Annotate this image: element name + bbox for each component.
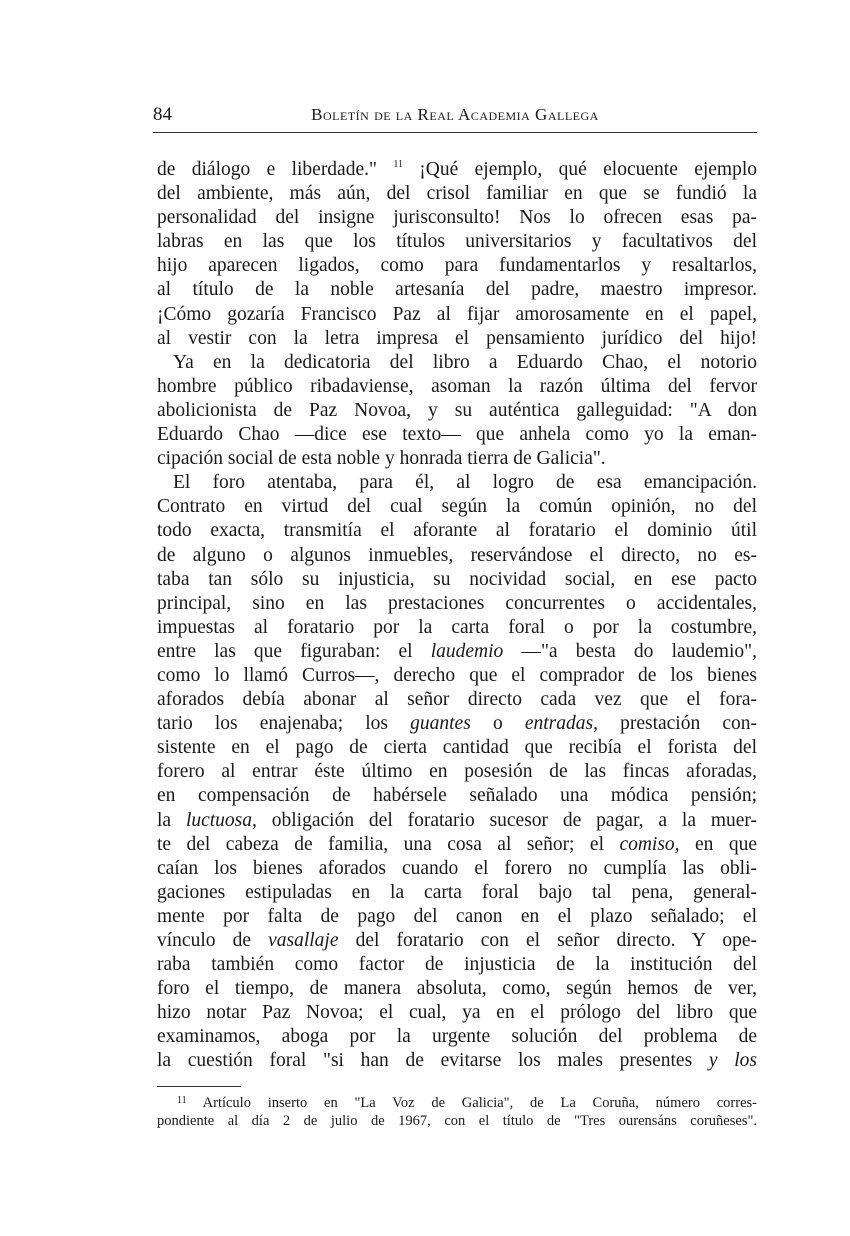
text-line — [157, 905, 757, 929]
text-segment: cipación social de esta noble y honrada tierra de Galicia". — [157, 448, 606, 470]
text-segment: forero al entrar éste último en posesión de las fincas aforadas, — [157, 761, 757, 783]
body-text — [157, 158, 757, 1074]
text-segment: impuestas al foratario por la carta foral o por la costumbre, — [157, 616, 757, 638]
text-line — [157, 760, 757, 784]
text-segment: del foratario con el señor directo. Y ope- — [338, 930, 757, 951]
text-segment: prestación con- — [597, 713, 757, 735]
text-line — [157, 519, 757, 543]
italic-term: luctuosa, — [185, 809, 257, 831]
text-line — [157, 230, 757, 254]
text-segment: entre las que figuraban: el — [157, 640, 431, 662]
text-segment: al vestir con la letra impresa el pensamiento jurídico del hijo! — [157, 327, 757, 349]
text-line — [157, 327, 757, 351]
text-segment: labras en las que los títulos universitarios y facultativos del — [157, 231, 757, 253]
footnote-rule — [157, 1086, 241, 1087]
text-line — [157, 1049, 757, 1073]
text-segment: foro el tiempo, de manera absoluta, como, según hemos de ver, — [157, 978, 757, 1000]
text-segment: de alguno o algunos inmuebles, reservándose el directo, no es- — [157, 544, 757, 566]
text-segment: aforados debía abonar al señor directo cada vez que el fora- — [157, 689, 757, 711]
footnote-reference: 11 — [393, 159, 403, 170]
text-line — [157, 399, 757, 423]
text-line — [157, 1001, 757, 1025]
text-line — [157, 471, 757, 495]
footnote-line — [157, 1094, 757, 1112]
text-line — [157, 664, 757, 688]
journal-title: Boletín de la Real Academia Gallega — [311, 105, 599, 124]
text-line — [157, 688, 757, 712]
text-line — [157, 616, 757, 640]
text-line — [157, 953, 757, 977]
footnote-number: 11 — [177, 1095, 187, 1106]
text-line — [157, 158, 757, 182]
text-line — [157, 568, 757, 592]
text-line — [157, 375, 757, 399]
text-segment: mente por falta de pago del canon en el plazo señalado; el — [157, 905, 757, 927]
text-segment: obligación del foratario sucesor de pagar, a la muer- — [256, 809, 758, 831]
text-segment: de diálogo e liberdade." — [157, 159, 394, 180]
text-segment: —"a besta do laudemio", — [503, 640, 757, 662]
text-line — [157, 447, 757, 471]
text-segment: sistente en el pago de cierta cantidad que recibía el forista del — [157, 737, 757, 759]
text-segment: raba también como factor de injusticia de la institución del — [157, 954, 757, 976]
text-segment: Eduardo Chao —dice ese texto— que anhela como yo la eman- — [157, 424, 757, 446]
text-segment: la cuestión foral "si han de evitarse los males presentes — [157, 1050, 709, 1072]
text-line — [157, 254, 757, 278]
text-line — [157, 1025, 757, 1049]
footnote — [157, 1094, 757, 1130]
text-line — [157, 303, 757, 327]
text-segment: taba tan sólo su injusticia, su nocividad social, en ese pacto — [157, 568, 757, 590]
text-segment: hombre público ribadaviense, asoman la razón última del fervor — [157, 375, 757, 397]
text-line — [157, 881, 757, 905]
text-segment: personalidad del insigne jurisconsulto! Nos lo ofrecen esas pa- — [157, 207, 757, 229]
footnote-text: pondiente al día 2 de julio de 1967, con el título de "Tres ourensáns coruñeses". — [157, 1113, 757, 1129]
text-segment: en que — [679, 833, 758, 855]
text-line — [157, 592, 757, 616]
italic-term: guantes — [410, 713, 471, 735]
text-line — [157, 809, 757, 833]
page-number: 84 — [153, 104, 172, 125]
text-segment: como lo llamó Curros—, derecho que el comprador de los bienes — [157, 664, 757, 686]
text-segment: al título de la noble artesanía del padre, maestro impresor. — [157, 279, 757, 301]
text-segment: vínculo de — [157, 930, 269, 951]
text-line — [157, 736, 757, 760]
text-line — [157, 182, 757, 206]
text-line — [157, 857, 757, 881]
text-line — [157, 784, 757, 808]
text-segment: ¡Qué ejemplo, qué elocuente ejemplo — [402, 159, 758, 180]
text-line — [157, 495, 757, 519]
text-line — [157, 712, 757, 736]
text-segment: hijo aparecen ligados, como para fundamentarlos y resaltarlos, — [157, 255, 757, 277]
italic-term: laudemio — [430, 640, 504, 662]
text-line — [157, 833, 757, 857]
footnote-text: Artículo inserto en "La Voz de Galicia", de La Coruña, número corres- — [202, 1095, 757, 1111]
text-segment: en compensación de habérsele señalado una módica pensión; — [157, 785, 757, 807]
text-segment: tario los enajenaba; los — [157, 713, 411, 735]
text-line — [157, 351, 757, 375]
text-segment: caían los bienes aforados cuando el forero no cumplía las obli- — [157, 857, 757, 879]
text-segment: El foro atentaba, para él, al logro de esa emancipación. — [173, 472, 757, 494]
text-segment: te del cabeza de familia, una cosa al señor; el — [157, 833, 620, 855]
text-segment: Contrato en virtud del cual según la común opinión, no del — [157, 496, 757, 518]
text-segment: o — [470, 713, 525, 735]
text-segment: Ya en la dedicatoria del libro a Eduardo Chao, el notorio — [173, 351, 757, 373]
text-segment: abolicionista de Paz Novoa, y su auténtica galleguidad: "A don — [157, 399, 757, 421]
text-segment: todo exacta, transmitía el aforante al foratario el dominio útil — [157, 520, 757, 542]
text-segment: hizo notar Paz Novoa; el cual, ya en el prólogo del libro que — [157, 1002, 757, 1024]
header-rule — [153, 132, 757, 133]
text-segment: examinamos, aboga por la urgente solución del problema de — [157, 1026, 757, 1048]
text-segment: gaciones estipuladas en la carta foral bajo tal pena, general- — [157, 881, 757, 903]
text-line — [157, 544, 757, 568]
running-header — [153, 104, 757, 128]
text-line — [157, 977, 757, 1001]
text-line — [157, 206, 757, 230]
text-line — [157, 640, 757, 664]
text-line — [157, 423, 757, 447]
text-segment: del ambiente, más aún, del crisol familiar en que se fundió la — [157, 183, 757, 205]
text-line — [157, 929, 757, 953]
text-segment: principal, sino en las prestaciones concurrentes o accidentales, — [157, 592, 757, 614]
italic-term: comiso, — [619, 833, 680, 855]
footnote-line — [157, 1112, 757, 1130]
italic-term: y los — [708, 1050, 757, 1072]
text-line — [157, 278, 757, 302]
text-segment: ¡Cómo gozaría Francisco Paz al fijar amorosamente en el papel, — [157, 303, 757, 325]
text-segment: la — [157, 809, 186, 831]
italic-term: entradas, — [524, 713, 598, 735]
italic-term: vasallaje — [268, 930, 339, 951]
